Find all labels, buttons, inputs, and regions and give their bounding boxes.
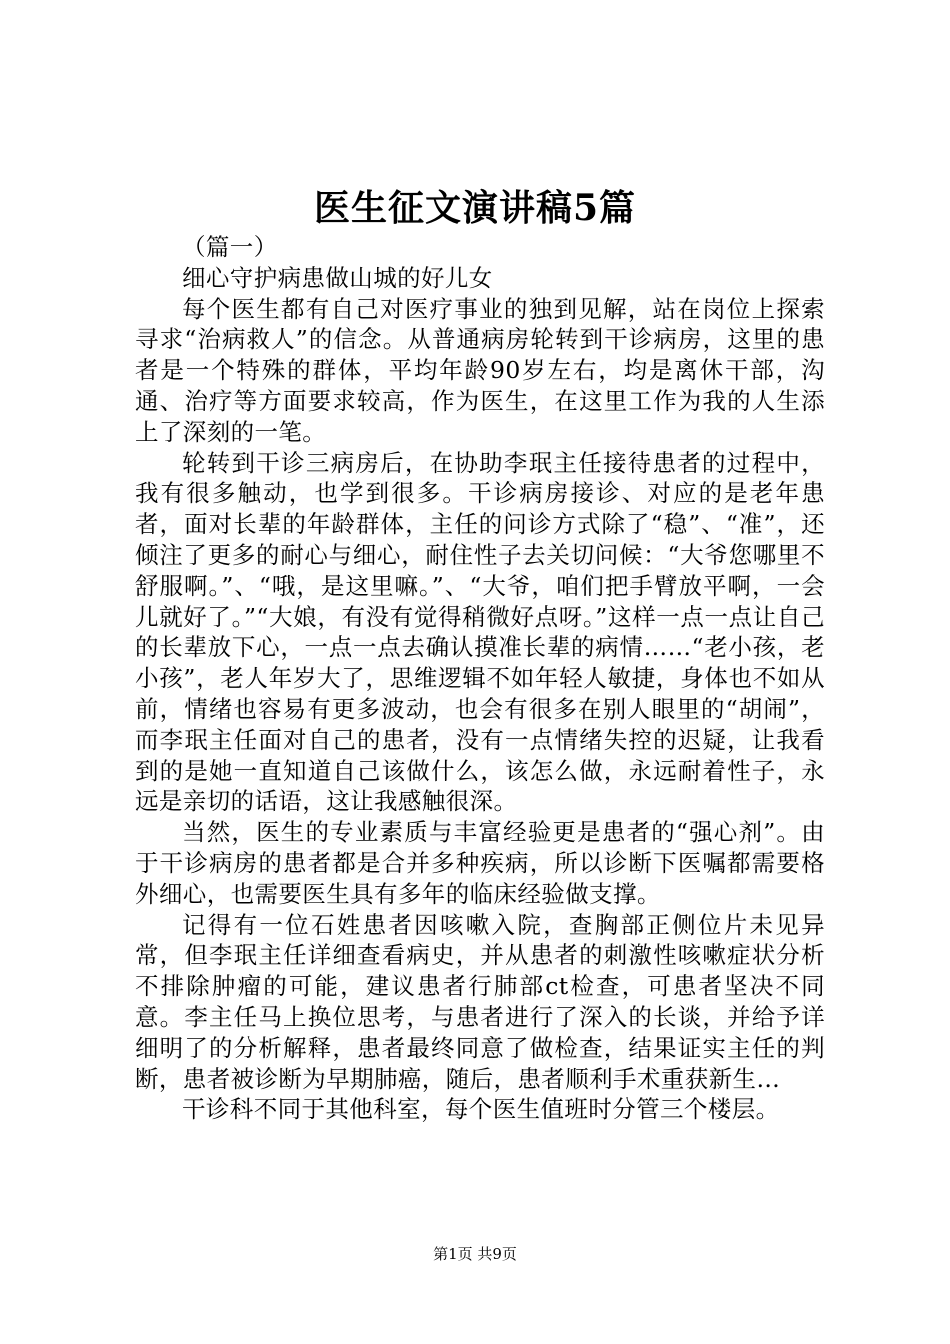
page-footer: 第1页 共9页 [433,1245,517,1263]
article-subtitle: 细心守护病患做山城的好儿女 [182,263,493,292]
paragraph: 轮转到干诊三病房后，在协助李珉主任接待患者的过程中，我有很多触动，也学到很多。干诊病房接诊、对应的是老年患者，面对长辈的年龄群体，主任的问诊方式除了“稳”、“准”，还倾注了更多的耐心与细心，耐住性子去关切问候：“大爷您哪里不舒服啊。”、“哦，是这里嘛。”、“大爷，咱们把手臂放平啊，一会儿就好了。”“大娘，有没有觉得稍微好点呀。”这样一点一点让自己的长辈放下心，一点一点去确认摸准长辈的病情……“老小孩，老小孩”，老人年岁大了，思维逻辑不如年轻人敏捷，身体也不如从前，情绪也容易有更多波动，也会有很多在别人眼里的“胡闹”，而李珉主任面对自己的患者，没有一点情绪失控的迟疑，让我看到的是她一直知道自己该做什么，该怎么做，永远耐着性子，永远是亲切的话语，这让我感触很深。 [135,448,825,816]
paragraph: 每个医生都有自己对医疗事业的独到见解，站在岗位上探索寻求“治病救人”的信念。从普通病房轮转到干诊病房，这里的患者是一个特殊的群体，平均年龄90岁左右，均是离休干部，沟通、治疗等方面要求较高，作为医生，在这里工作为我的人生添上了深刻的一笔。 [135,294,825,446]
document-body [135,232,825,1125]
document-title: 医生征文演讲稿5篇 [313,187,637,229]
paragraph: 当然，医生的专业素质与丰富经验更是患者的“强心剂”。由于干诊病房的患者都是合并多种疾病，所以诊断下医嘱都需要格外细心，也需要医生具有多年的临床经验做支撑。 [135,818,825,908]
paragraph: 干诊科不同于其他科室，每个医生值班时分管三个楼层。 [182,1095,780,1124]
section-label: （篇一） [182,233,278,261]
paragraph: 记得有一位石姓患者因咳嗽入院，查胸部正侧位片未见异常，但李珉主任详细查看病史，并从患者的刺激性咳嗽症状分析不排除肿瘤的可能，建议患者行肺部ct检查，可患者坚决不同意。李主任马上换位思考，与患者进行了深入的长谈，并给予详细明了的分析解释，患者最终同意了做检查，结果证实主任的判断，患者被诊断为早期肺癌，随后，患者顺利手术重获新生… [135,910,825,1093]
